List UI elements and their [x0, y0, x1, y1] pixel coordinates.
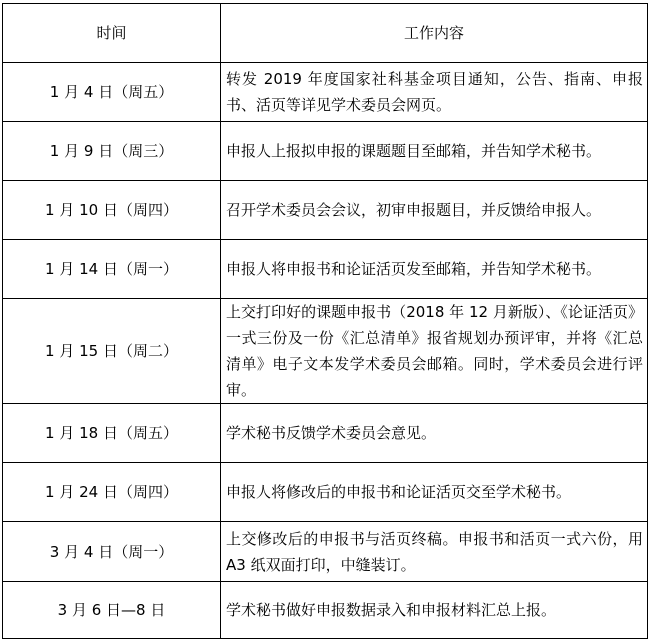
row-date: 1 月 4 日（周五） — [3, 63, 221, 122]
row-date: 1 月 14 日（周一） — [3, 240, 221, 299]
row-date: 1 月 10 日（周四） — [3, 181, 221, 240]
table-row — [3, 463, 648, 522]
row-content: 上交打印好的课题申报书（2018 年 12 月新版）、《论证活页》一式三份及一份《汇总清单》报省规划办预评审，并将《汇总清单》电子文本发学术委员会邮箱。同时，学术委员会进行评审。 — [221, 299, 648, 404]
row-content: 申报人将申报书和论证活页发至邮箱，并告知学术秘书。 — [221, 240, 648, 299]
table-row — [3, 122, 648, 181]
header-content: 工作内容 — [221, 4, 648, 63]
row-content: 学术秘书做好申报数据录入和申报材料汇总上报。 — [221, 582, 648, 639]
row-content: 申报人上报拟申报的课题题目至邮箱，并告知学术秘书。 — [221, 122, 648, 181]
table-row — [3, 404, 648, 463]
table-row — [3, 240, 648, 299]
table-row — [3, 582, 648, 639]
table-row — [3, 299, 648, 404]
table-row — [3, 63, 648, 122]
row-date: 1 月 18 日（周五） — [3, 404, 221, 463]
row-content: 转发 2019 年度国家社科基金项目通知，公告、指南、申报书、活页等详见学术委员会网页。 — [221, 63, 648, 122]
row-date: 1 月 9 日（周三） — [3, 122, 221, 181]
table-header-row — [3, 4, 648, 63]
table-row — [3, 181, 648, 240]
row-content: 召开学术委员会会议，初审申报题目，并反馈给申报人。 — [221, 181, 648, 240]
row-date: 3 月 6 日—8 日 — [3, 582, 221, 639]
header-time: 时间 — [3, 4, 221, 63]
row-content: 申报人将修改后的申报书和论证活页交至学术秘书。 — [221, 463, 648, 522]
row-date: 3 月 4 日（周一） — [3, 522, 221, 582]
row-date: 1 月 15 日（周二） — [3, 299, 221, 404]
row-content: 学术秘书反馈学术委员会意见。 — [221, 404, 648, 463]
row-content: 上交修改后的申报书与活页终稿。申报书和活页一式六份，用 A3 纸双面打印，中缝装订。 — [221, 522, 648, 582]
row-date: 1 月 24 日（周四） — [3, 463, 221, 522]
schedule-table — [2, 3, 648, 639]
table-row — [3, 522, 648, 582]
